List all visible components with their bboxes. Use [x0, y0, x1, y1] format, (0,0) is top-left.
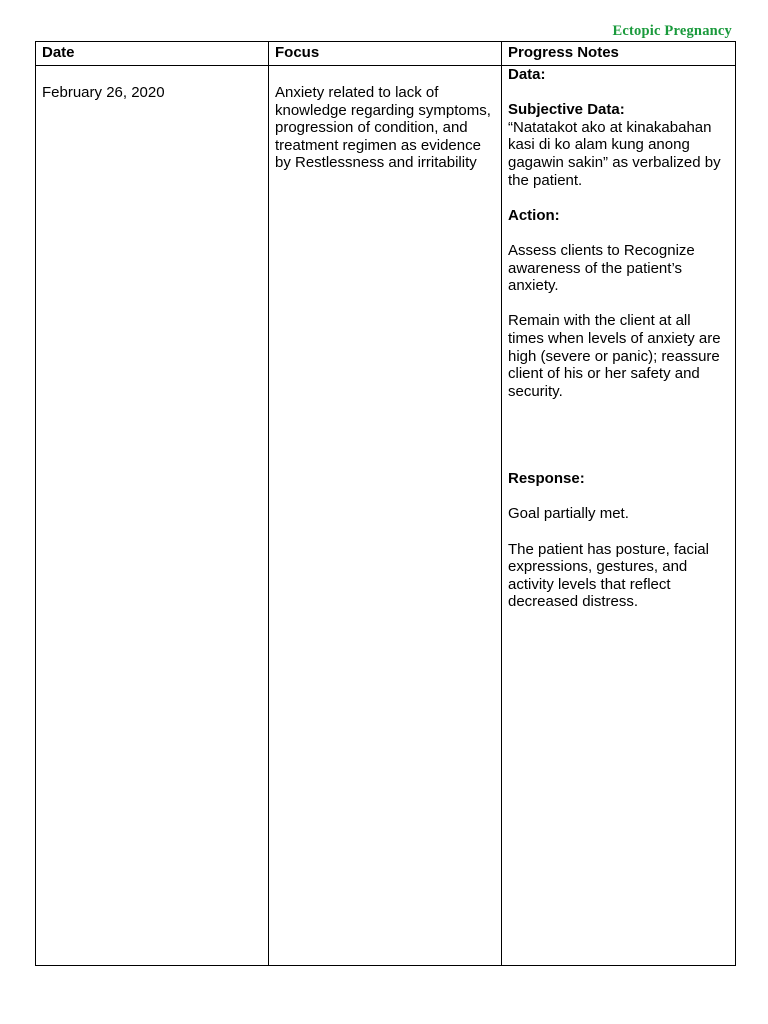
subjective-data-text: “Natatakot ako at kinakabahan kasi di ko alam kung anong gagawin sakin” as verbalized by the patient. [508, 118, 725, 189]
focus-column-header: Focus [269, 42, 502, 66]
focus-text: Anxiety related to lack of knowledge regarding symptoms, progression of condition, and treatment regimen as evidence by Restlessness and irritability [275, 84, 496, 172]
progress-notes-column-header: Progress Notes [502, 42, 736, 66]
date-cell [36, 66, 269, 966]
response-heading: Response: [508, 470, 585, 488]
table-header-row [36, 42, 736, 66]
focus-cell [269, 66, 502, 966]
date-text: February 26, 2020 [42, 84, 165, 101]
response-item-2: The patient has posture, facial expressions, gestures, and activity levels that reflect decreased distress. [508, 540, 714, 611]
response-item-1: Goal partially met. [508, 505, 629, 523]
progress-notes-table [35, 41, 736, 966]
action-item-1: Assess clients to Recognize awareness of the patient’s anxiety. [508, 241, 699, 295]
action-heading: Action: [508, 206, 560, 224]
subjective-data-heading: Subjective Data: [508, 101, 625, 119]
document-header-title: Ectopic Pregnancy [612, 23, 732, 39]
action-item-2: Remain with the client at all times when levels of anxiety are high (severe or panic); reassure client of his or her safety and security. [508, 312, 725, 400]
progress-notes-cell [502, 66, 736, 966]
data-heading: Data: [508, 66, 546, 83]
table-row [36, 66, 736, 966]
date-column-header: Date [36, 42, 269, 66]
